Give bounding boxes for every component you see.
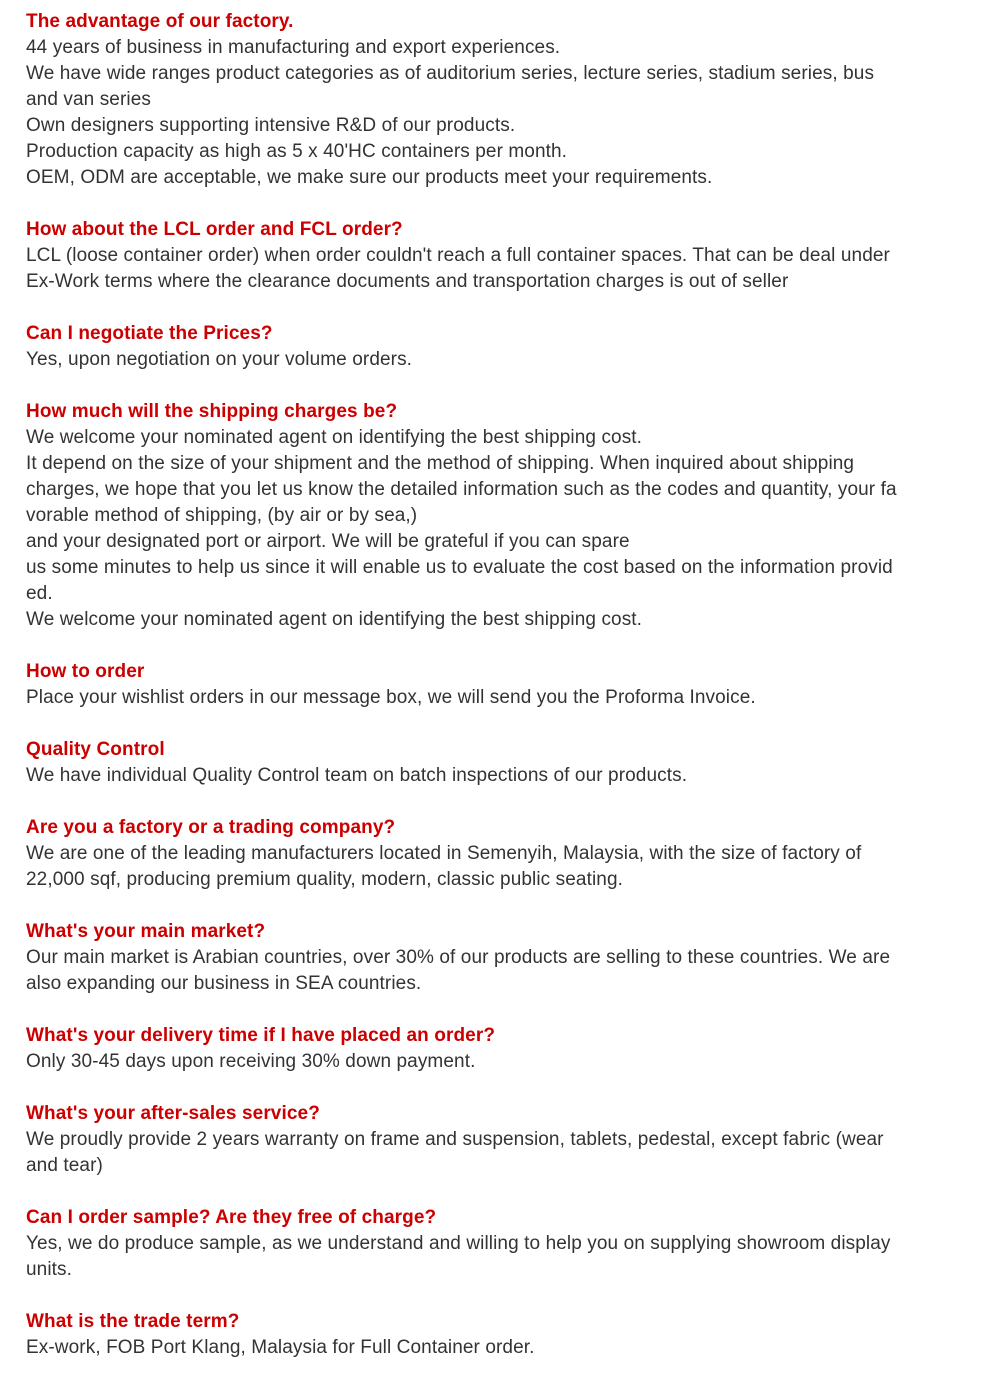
faq-heading: How much will the shipping charges be? (26, 401, 398, 422)
faq-heading: What's your delivery time if I have placed an order? (26, 1025, 496, 1046)
faq-section (26, 737, 970, 789)
faq-section (26, 1023, 970, 1075)
faq-line: units. (26, 1259, 73, 1280)
faq-line: LCL (loose container order) when order couldn't reach a full container spaces. That can be deal under (26, 245, 890, 266)
faq-heading: Can I order sample? Are they free of charge? (26, 1207, 437, 1228)
faq-line: 44 years of business in manufacturing and export experiences. (26, 37, 561, 58)
faq-section (26, 217, 970, 295)
faq-line: also expanding our business in SEA countries. (26, 973, 422, 994)
faq-section (26, 659, 970, 711)
faq-section (26, 919, 970, 997)
faq-heading: The advantage of our factory. (26, 11, 294, 32)
faq-line: We proudly provide 2 years warranty on frame and suspension, tablets, pedestal, except fabric (wear (26, 1129, 884, 1150)
faq-line: We welcome your nominated agent on identifying the best shipping cost. (26, 609, 643, 630)
faq-line: We have wide ranges product categories as of auditorium series, lecture series, stadium series, bus (26, 63, 875, 84)
faq-line: Ex-Work terms where the clearance documents and transportation charges is out of seller (26, 271, 789, 292)
faq-line: We welcome your nominated agent on identifying the best shipping cost. (26, 427, 643, 448)
faq-line: We are one of the leading manufacturers located in Semenyih, Malaysia, with the size of factory of (26, 843, 862, 864)
faq-line: and van series (26, 89, 151, 110)
faq-section (26, 1101, 970, 1179)
faq-line: and your designated port or airport. We will be grateful if you can spare (26, 531, 630, 552)
faq-line: Only 30-45 days upon receiving 30% down payment. (26, 1051, 476, 1072)
faq-line: Production capacity as high as 5 x 40'HC containers per month. (26, 141, 568, 162)
faq-heading: What is the trade term? (26, 1311, 240, 1332)
faq-line: us some minutes to help us since it will enable us to evaluate the cost based on the information provid (26, 557, 893, 578)
faq-section (26, 1309, 970, 1361)
faq-line: Yes, we do produce sample, as we understand and willing to help you on supplying showroom display (26, 1233, 891, 1254)
faq-section (26, 1205, 970, 1283)
faq-section (26, 399, 970, 633)
faq-line: Place your wishlist orders in our message box, we will send you the Proforma Invoice. (26, 687, 756, 708)
faq-heading: Can I negotiate the Prices? (26, 323, 273, 344)
faq-section (26, 321, 970, 373)
faq-heading: What's your main market? (26, 921, 266, 942)
faq-section (26, 815, 970, 893)
faq-line: 22,000 sqf, producing premium quality, modern, classic public seating. (26, 869, 624, 890)
faq-line: charges, we hope that you let us know the detailed information such as the codes and quantity, your fa (26, 479, 897, 500)
faq-line: OEM, ODM are acceptable, we make sure our products meet your requirements. (26, 167, 713, 188)
faq-heading: How about the LCL order and FCL order? (26, 219, 403, 240)
faq-line: Ex-work, FOB Port Klang, Malaysia for Full Container order. (26, 1337, 535, 1358)
faq-line: Yes, upon negotiation on your volume orders. (26, 349, 413, 370)
faq-section (26, 9, 970, 191)
faq-line: We have individual Quality Control team on batch inspections of our products. (26, 765, 688, 786)
faq-line: Our main market is Arabian countries, over 30% of our products are selling to these countries. We are (26, 947, 891, 968)
faq-line: ed. (26, 583, 53, 604)
faq-line: It depend on the size of your shipment and the method of shipping. When inquired about shipping (26, 453, 855, 474)
faq-line: vorable method of shipping, (by air or by sea,) (26, 505, 418, 526)
faq-heading: What's your after-sales service? (26, 1103, 320, 1124)
faq-heading: Quality Control (26, 739, 165, 760)
faq-heading: Are you a factory or a trading company? (26, 817, 396, 838)
faq-line: Own designers supporting intensive R&D of our products. (26, 115, 516, 136)
faq-line: and tear) (26, 1155, 103, 1176)
faq-heading: How to order (26, 661, 145, 682)
